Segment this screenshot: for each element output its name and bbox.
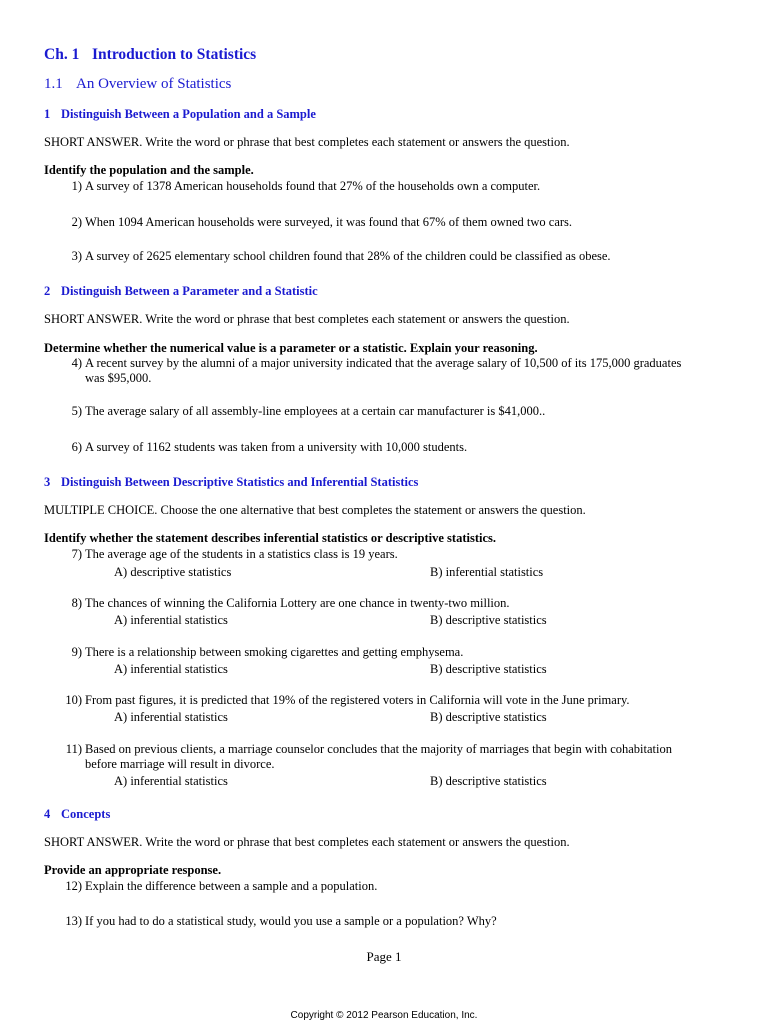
answer-option: A) inferential statistics [114, 710, 228, 724]
question: 7) The average age of the students in a statistics class is 19 years. [71, 547, 398, 561]
question: 10) From past figures, it is predicted that 19% of the registered voters in California will vote in the June primary. [65, 693, 630, 707]
answer-option: A) descriptive statistics [114, 565, 232, 579]
section-heading [44, 76, 231, 93]
directions: Identify whether the statement describes inferential statistics or descriptive statistics. [44, 531, 497, 545]
instructions-short-answer: SHORT ANSWER. Write the word or phrase that best completes each statement or answers the question. [44, 835, 570, 849]
directions: Determine whether the numerical value is a parameter or a statistic. Explain your reasoning. [44, 341, 538, 355]
answer-option: B) descriptive statistics [430, 774, 547, 788]
answer-option: B) descriptive statistics [430, 613, 547, 627]
chapter-heading [44, 46, 256, 64]
answer-option: A) inferential statistics [114, 774, 228, 788]
objective-heading: 2 Distinguish Between a Parameter and a Statistic [44, 284, 318, 298]
answer-option: B) inferential statistics [430, 565, 544, 579]
question: 13) If you had to do a statistical study, would you use a sample or a population? Why? [65, 914, 497, 928]
answer-option: A) inferential statistics [114, 613, 228, 627]
section-title: An Overview of Statistics [76, 76, 232, 92]
question: 11) Based on previous clients, a marriage counselor concludes that the majority of marriages that begin with cohabitation before marriage will result in divorce. [65, 742, 672, 771]
question: 8) The chances of winning the California Lottery are one chance in twenty-two million. [71, 596, 510, 610]
question: 5) The average salary of all assembly-line employees at a certain car manufacturer is $41,000.. [71, 404, 546, 418]
copyright: Copyright © 2012 Pearson Education, Inc. [290, 1010, 478, 1021]
question: 2) When 1094 American households were surveyed, it was found that 67% of them owned two cars. [71, 215, 573, 229]
answer-option: A) inferential statistics [114, 662, 228, 676]
question: 1) A survey of 1378 American households found that 27% of the households own a computer. [71, 179, 541, 193]
objective-heading: 3 Distinguish Between Descriptive Statistics and Inferential Statistics [44, 475, 419, 489]
question: 3) A survey of 2625 elementary school children found that 28% of the children could be classified as obese. [71, 249, 611, 263]
chapter-title: Introduction to Statistics [92, 46, 257, 63]
section-number: 1.1 [44, 76, 63, 92]
instructions-short-answer: SHORT ANSWER. Write the word or phrase that best completes each statement or answers the question. [44, 135, 570, 149]
instructions-multiple-choice: MULTIPLE CHOICE. Choose the one alternative that best completes the statement or answers the question. [44, 503, 586, 517]
objective-heading: 1 Distinguish Between a Population and a Sample [44, 107, 316, 121]
instructions-short-answer: SHORT ANSWER. Write the word or phrase that best completes each statement or answers the question. [44, 312, 570, 326]
objective-heading: 4 Concepts [44, 807, 111, 821]
directions: Provide an appropriate response. [44, 863, 222, 877]
question: 6) A survey of 1162 students was taken from a university with 10,000 students. [71, 440, 468, 454]
question: 12) Explain the difference between a sample and a population. [65, 879, 378, 893]
answer-option: B) descriptive statistics [430, 710, 547, 724]
page-number: Page 1 [366, 949, 402, 964]
answer-option: B) descriptive statistics [430, 662, 547, 676]
chapter-number: Ch. 1 [44, 46, 80, 63]
directions: Identify the population and the sample. [44, 163, 254, 177]
question: 9) There is a relationship between smoking cigarettes and getting emphysema. [71, 645, 464, 659]
question: 4) A recent survey by the alumni of a major university indicated that the average salary of 10,500 of its 175,000 graduates was $95,000. [71, 356, 682, 385]
